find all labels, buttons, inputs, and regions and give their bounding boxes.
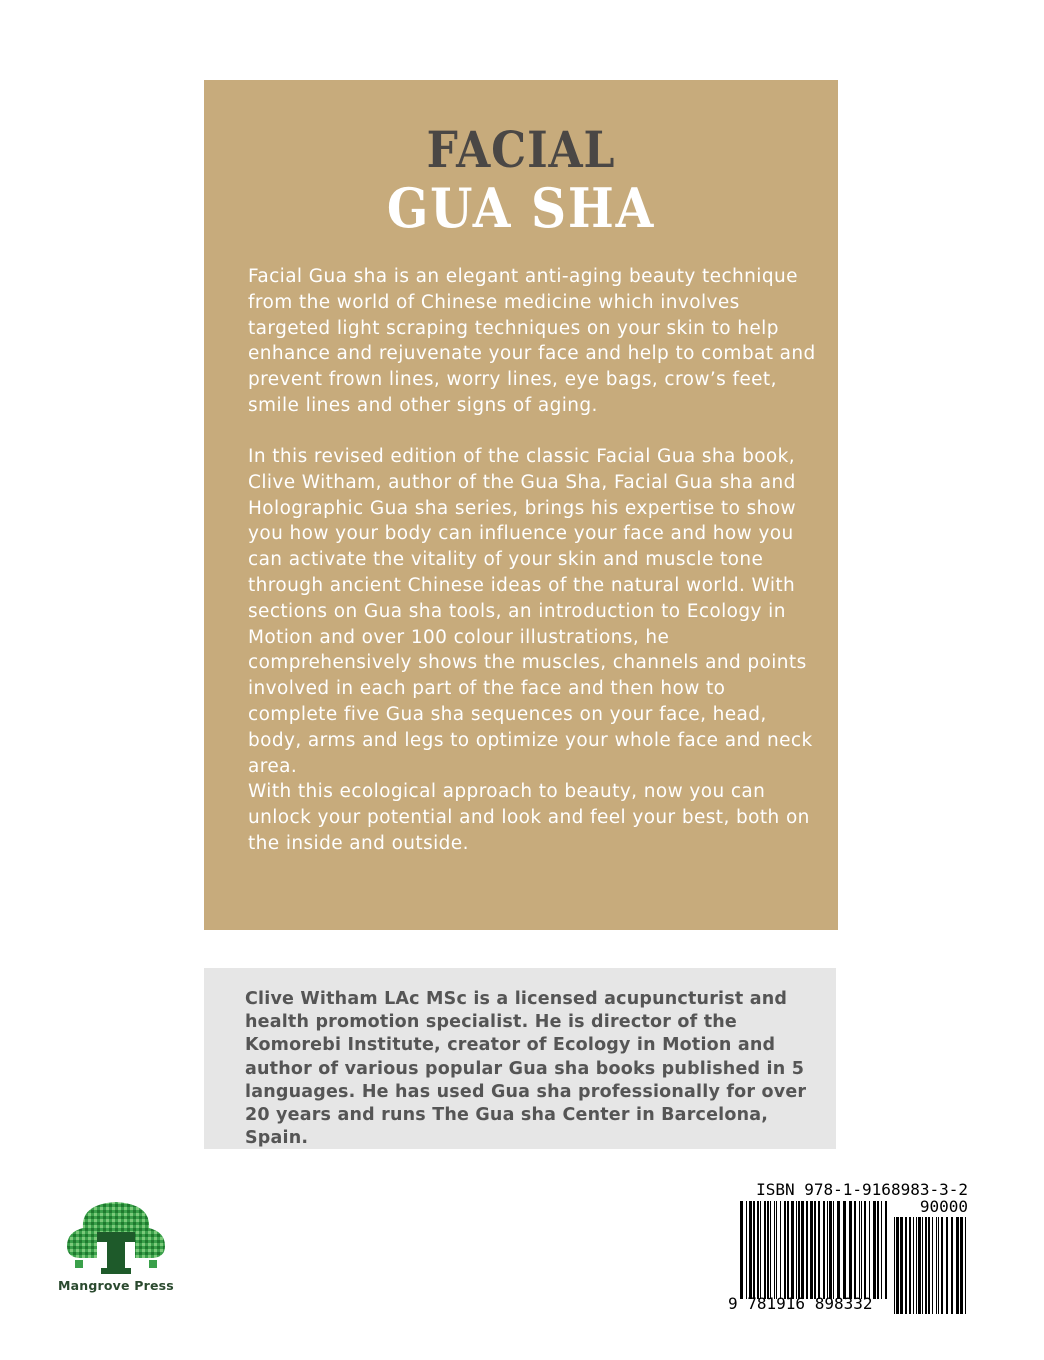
barcode-bar <box>932 1217 933 1314</box>
barcode-bar <box>854 1201 856 1299</box>
title-line-gua-sha: GUA SHA <box>386 176 656 240</box>
barcode-bar <box>837 1201 840 1299</box>
barcode-bar <box>798 1201 800 1299</box>
barcode-bar <box>938 1217 939 1314</box>
barcode-bar <box>780 1201 781 1299</box>
barcode <box>728 1197 968 1315</box>
barcode-bar <box>774 1201 775 1299</box>
barcode-bar <box>746 1201 747 1299</box>
barcode-bar <box>861 1201 862 1299</box>
barcode-bar <box>864 1201 866 1299</box>
barcode-bar <box>810 1201 813 1299</box>
addon-barcode-bars <box>894 1217 968 1314</box>
barcode-bar <box>827 1201 828 1299</box>
barcode-bar <box>918 1217 921 1314</box>
barcode-bar <box>776 1201 777 1299</box>
barcode-bar <box>823 1201 825 1299</box>
barcode-bar <box>873 1201 876 1299</box>
barcode-bar <box>767 1201 769 1299</box>
barcode-bar <box>925 1217 927 1314</box>
barcode-bar <box>965 1217 966 1314</box>
isbn-label: ISBN 978-1-9168983-3-2 <box>756 1180 968 1199</box>
barcode-bar <box>770 1201 771 1299</box>
barcode-bar <box>960 1217 963 1314</box>
author-bio-text: Clive Witham LAc MSc is a licensed acupuncturist and health promotion specialist. He is director of the Komorebi Institute, creator of Ecology in Motion and author of various popular Gua sha books published in 5 languages. He has used Gua sha professionally for over 20 years and runs The Gua sha Center in Barcelona, Spain. <box>245 989 807 1149</box>
barcode-bar <box>764 1201 766 1299</box>
barcode-bar <box>760 1201 761 1299</box>
barcode-bar <box>796 1201 797 1299</box>
ean-barcode-bars <box>740 1201 890 1299</box>
addon-code: 90000 <box>919 1197 968 1216</box>
barcode-bar <box>877 1201 879 1299</box>
barcode-bar <box>905 1217 907 1314</box>
back-cover-blurb-panel <box>204 80 838 930</box>
barcode-bar <box>881 1201 882 1299</box>
barcode-bar <box>909 1217 911 1314</box>
author-bio-panel <box>204 968 836 1149</box>
barcode-bar <box>757 1201 759 1299</box>
barcode-bar <box>843 1201 846 1299</box>
blurb-paragraph-1: Facial Gua sha is an elegant anti-aging beauty technique from the world of Chinese medicine which involves targeted light scraping techniques on your skin to help enhance and rejuvenate your face and help to combat and prevent frown lines, worry lines, eye bags, crow’s feet, smile lines and other signs of aging. <box>248 266 816 416</box>
blurb-paragraph-2: In this revised edition of the classic Facial Gua sha book, Clive Witham, author of the Gua Sha, Facial Gua sha and Holographic Gua sha series, brings his expertise to show you how your body can influence your face and how you can activate the vitality of your skin and muscle tone through ancient Chinese ideas of the natural world. With sections on Gua sha tools, an introduction to Ecology in Motion and over 100 colour illustrations, he comprehensively shows the muscles, channels and points involved in each part of the face and then how to complete five Gua sha sequences on your face, head, body, arms and legs to optimize your whole face and neck area. <box>248 446 813 777</box>
barcode-bar <box>894 1217 895 1314</box>
barcode-bar <box>859 1201 860 1299</box>
barcode-bar <box>900 1217 903 1314</box>
barcode-bar <box>951 1217 953 1314</box>
barcode-bar <box>801 1201 804 1299</box>
barcode-bar <box>749 1201 752 1299</box>
mangrove-tree-icon <box>61 1198 171 1276</box>
blurb-paragraph-3: With this ecological approach to beauty, now you can unlock your potential and look and feel your best, both on the inside and outside. <box>248 781 810 854</box>
barcode-bar <box>913 1217 914 1314</box>
barcode-bar <box>829 1201 832 1299</box>
ean-digits: 9 781916 898332 <box>728 1294 873 1313</box>
publisher-logo <box>58 1198 184 1293</box>
barcode-bar <box>941 1217 943 1314</box>
barcode-bar <box>946 1217 948 1314</box>
publisher-name: Mangrove Press <box>58 1278 174 1293</box>
title-line-facial: FACIAL <box>426 120 616 179</box>
barcode-bar <box>885 1201 887 1299</box>
barcode-bar <box>806 1201 808 1299</box>
barcode-bar <box>936 1217 937 1314</box>
barcode-bar <box>956 1217 959 1314</box>
barcode-bar <box>784 1201 786 1299</box>
barcode-bar <box>753 1201 755 1299</box>
barcode-bar <box>791 1201 794 1299</box>
barcode-bar <box>814 1201 816 1299</box>
barcode-bar <box>916 1217 917 1314</box>
barcode-bar <box>818 1201 820 1299</box>
barcode-bar <box>833 1201 834 1299</box>
barcode-bar <box>922 1217 923 1314</box>
barcode-bar <box>787 1201 789 1299</box>
barcode-bar <box>740 1201 743 1299</box>
barcode-bar <box>928 1217 930 1314</box>
barcode-bar <box>896 1217 899 1314</box>
barcode-bar <box>869 1201 870 1299</box>
barcode-bar <box>849 1201 852 1299</box>
